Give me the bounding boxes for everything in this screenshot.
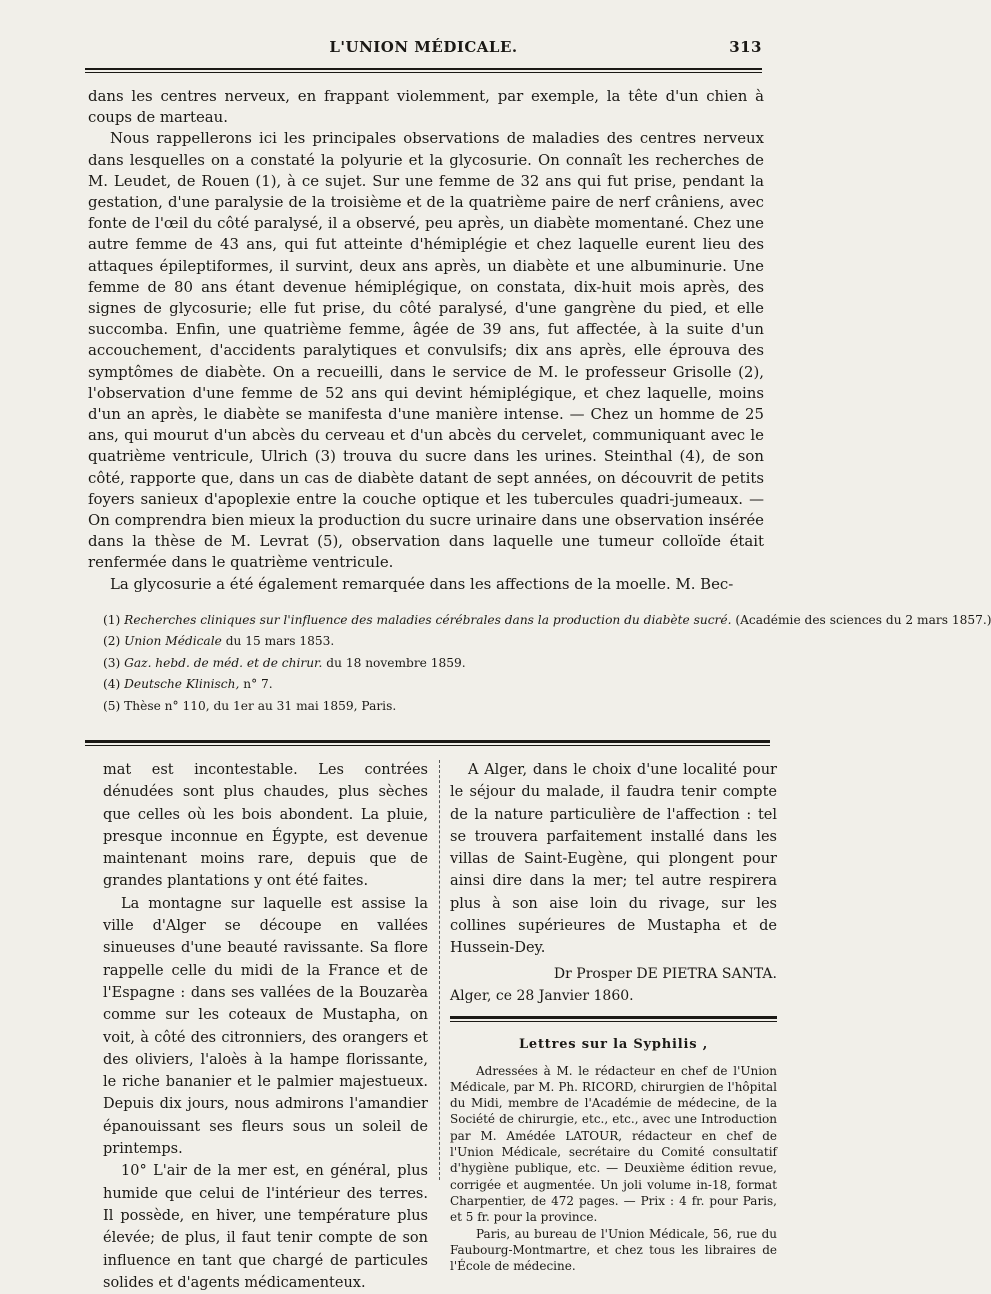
running-title: L'UNION MÉDICALE.	[329, 38, 518, 56]
main-text	[88, 86, 764, 595]
footnote: (5) Thèse n° 110, du 1er au 31 mai 1859, Paris.	[103, 698, 397, 713]
dateline: Alger, ce 28 Janvier 1860.	[450, 987, 634, 1004]
author-signature: Dr Prosper DE PIETRA SANTA.	[553, 965, 777, 982]
column-paragraph: A Alger, dans le choix d'une localité pour le séjour du malade, il faudra tenir compte de la nature particulière de l'affection : tel se trouvera parfaitement installé dans les villas de Saint-Eugène, qui plongent pour ainsi dire dans la mer; tel autre respirera plus à son aise loin du rivage, sur les collines supérieures de Mustapha et de Hussein-Dey.	[450, 762, 777, 957]
advertisement	[450, 1063, 777, 1275]
feuilleton-right-column	[450, 759, 777, 1274]
column-paragraph: mat est incontestable. Les contrées dénudées sont plus chaudes, plus sèches que celles où les bois abondent. La pluie, presque inconnue en Égypte, est devenue maintenant moins rare, depuis que de grandes plantations y ont été faites.	[103, 762, 428, 890]
footnotes	[103, 610, 991, 717]
feuilleton-left-column	[103, 759, 428, 1294]
column-divider	[439, 760, 440, 1180]
column-paragraph: La montagne sur laquelle est assise la ville d'Alger se découpe en vallées sinueuses d'une beauté ravissante. Sa flore rappelle celle du midi de la France et de l'Espagne : dans ses vallées de la Bouzarèa comme sur les coteaux de Mustapha, on voit, à côté des citronniers, des orangers et des oliviers, l'aloès à la hampe florissante, le riche bananier et le palmier majestueux. Depuis dix jours, nous admirons l'amandier épanouissant ses fleurs sous un soleil de printemps.	[103, 895, 428, 1158]
page-header	[85, 38, 762, 66]
footnote: (4) Deutsche Klinisch, n° 7.	[103, 677, 273, 692]
footnote: (2) Union Médicale du 15 mars 1853.	[103, 634, 335, 649]
header-rule	[85, 68, 762, 73]
main-paragraph: La glycosurie a été également remarquée dans les affections de la moelle. M. Bec-	[110, 574, 734, 593]
footnote: (3) Gaz. hebd. de méd. et de chirur. du 18 novembre 1859.	[103, 655, 466, 670]
main-paragraph: Nous rappellerons ici les principales observations de maladies des centres nerveux dans lesquelles on a constaté la polyurie et la glycosurie. On connaît les recherches de M. Leudet, de Rouen (1), à ce sujet. Sur une femme de 32 ans qui fut prise, pendant la gestation, d'une paralysie de la troisième et de la quatrième paire de nerf crâniens, avec fonte de l'œil du côté paralysé, il a observé, peu après, un diabète momentané. Chez une autre femme de 43 ans, qui fut atteinte d'hémiplégie et chez laquelle eurent lieu des attaques épileptiformes, il survint, deux ans après, un diabète et une albuminurie. Une femme de 80 ans étant devenue hémiplégique, on constata, dix-huit mois après, des signes de glycosurie; elle fut prise, du côté paralysé, d'une gangrène du pied, et elle succomba. Enfin, une quatrième femme, âgée de 39 ans, fut affectée, à la suite d'un accouchement, d'accidents paralytiques et convulsifs; dix ans après, elle éprouva des symptômes de diabète. On a recueilli, dans le service de M. le professeur Grisolle (2), l'observation d'une femme de 52 ans qui devint hémiplégique, et chez laquelle, moins d'un an après, le diabète se manifesta d'une manière intense. — Chez un homme de 25 ans, qui mourut d'un abcès du cerveau et d'un abcès du cervelet, communiquant avec le quatrième ventricule, Ulrich (3) trouva du sucre dans les urines. Steinthal (4), de son côté, rapporte que, dans un cas de diabète datant de sept années, on découvrit de petits foyers sanieux d'apoplexie entre la couche optique et les tubercules quadri-jumeaux. — On comprendra bien mieux la production du sucre urinaire dans une observation insérée dans la thèse de M. Levrat (5), observation dans laquelle une tumeur colloïde était renfermée dans le quatrième ventricule.	[88, 129, 764, 572]
main-paragraph: dans les centres nerveux, en frappant violemment, par exemple, la tête d'un chien à coups de marteau.	[88, 87, 764, 127]
footnote: (1) Recherches cliniques sur l'influence des maladies cérébrales dans la production du diabète sucré. (Académie des sciences du 2 mars 1857.)	[103, 613, 991, 627]
section-rule	[85, 740, 770, 746]
column-paragraph: 10° L'air de la mer est, en général, plus humide que celui de l'intérieur des terres. Il possède, en hiver, une température plus élevée; de plus, il faut tenir compte de son influence en tant que chargé de particules solides et d'agents médicamenteux.	[103, 1163, 428, 1291]
page-number: 313	[729, 38, 762, 56]
advert-paragraph: Adressées à M. le rédacteur en chef de l'Union Médicale, par M. Ph. RICORD, chirurgien de l'hôpital du Midi, membre de l'Académie de médecine, de la Société de chirurgie, etc., etc., avec une Introduction par M. Amédée LATOUR, rédacteur en chef de l'Union Médicale, secrétaire du Comité consultatif d'hygiène publique, etc. — Deuxième édition revue, corrigée et augmentée. Un joli volume in-18, format Charpentier, de 472 pages. — Prix : 4 fr. pour Paris, et 5 fr. pour la province.	[450, 1063, 777, 1225]
advert-paragraph: Paris, au bureau de l'Union Médicale, 56, rue du Faubourg-Montmartre, et chez tous les libraires de l'École de médecine.	[450, 1226, 777, 1274]
advert-rule	[450, 1016, 777, 1022]
advert-title: Lettres sur la Syphilis ,	[518, 1037, 709, 1053]
